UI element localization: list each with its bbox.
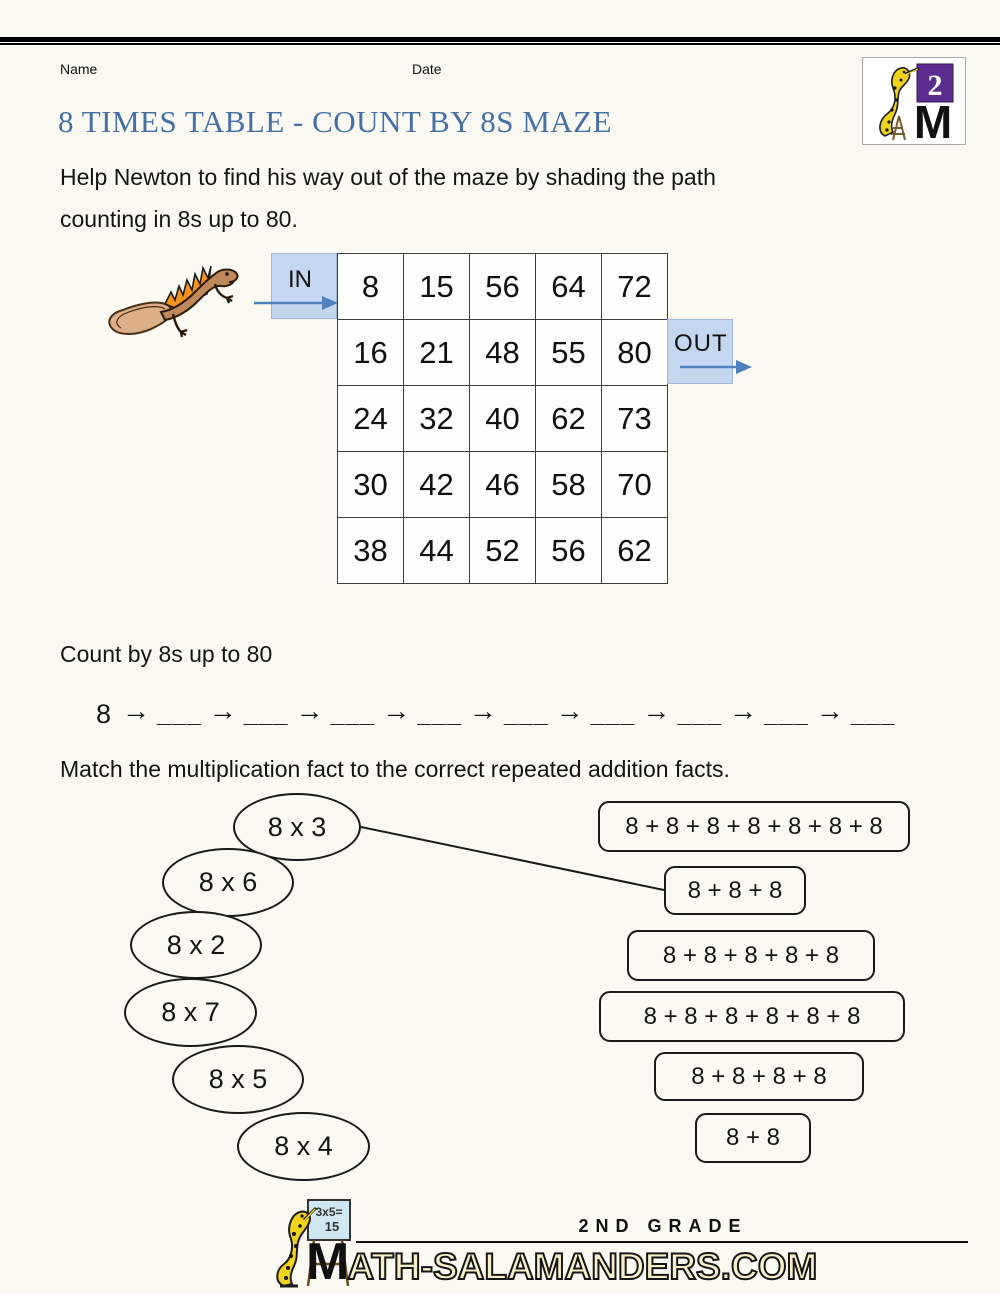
sequence-start: 8	[96, 698, 112, 729]
maze-cell[interactable]: 64	[536, 254, 602, 320]
footer-logo	[268, 1194, 980, 1294]
addition-box-4-eights[interactable]: 8 + 8 + 8 + 8	[654, 1052, 864, 1101]
addition-box-7-eights[interactable]: 8 + 8 + 8 + 8 + 8 + 8 + 8	[598, 801, 910, 852]
maze-cell[interactable]: 73	[602, 386, 668, 452]
sequence-blank[interactable]: ___	[243, 699, 289, 728]
multiplication-oval-8x4[interactable]: 8 x 4	[237, 1112, 370, 1181]
logo-salamander-icon	[880, 68, 910, 136]
multiplication-oval-8x3[interactable]: 8 x 3	[233, 793, 361, 861]
maze-cell[interactable]: 38	[338, 518, 404, 584]
maze-cell[interactable]: 80	[602, 320, 668, 386]
footer-site-name	[306, 1232, 817, 1292]
match-section-heading: Match the multiplication fact to the correct repeated addition facts.	[60, 756, 730, 782]
maze-cell[interactable]: 44	[404, 518, 470, 584]
arrow-icon: →	[815, 695, 844, 726]
sequence-blank[interactable]: ___	[590, 699, 636, 728]
mascot-sign-line2: 15	[324, 1219, 340, 1234]
maze-cell[interactable]: 70	[602, 452, 668, 518]
maze-cell[interactable]: 48	[470, 320, 536, 386]
count-sequence	[96, 692, 986, 736]
arrow-icon: →	[208, 695, 237, 726]
multiplication-oval-8x5[interactable]: 8 x 5	[172, 1045, 304, 1114]
count-section-heading: Count by 8s up to 80	[60, 641, 273, 667]
maze-cell[interactable]: 16	[338, 320, 404, 386]
sequence-blank[interactable]: ___	[677, 699, 723, 728]
arrow-icon: →	[382, 695, 411, 726]
maze-cell[interactable]: 30	[338, 452, 404, 518]
mascot-sign-line1: 3x5=	[315, 1205, 343, 1219]
maze-grid	[337, 253, 668, 584]
out-arrow-icon	[680, 358, 754, 376]
footer-site-initial: M	[306, 1233, 348, 1291]
page-title: 8 TIMES TABLE - COUNT BY 8S MAZE	[58, 104, 613, 139]
instructions	[60, 156, 716, 240]
arrow-icon: →	[555, 695, 584, 726]
maze-cell[interactable]: 55	[536, 320, 602, 386]
maze-cell[interactable]: 24	[338, 386, 404, 452]
maze-cell[interactable]: 42	[404, 452, 470, 518]
maze-cell[interactable]: 56	[470, 254, 536, 320]
arrow-icon: →	[729, 695, 758, 726]
maze-cell[interactable]: 15	[404, 254, 470, 320]
arrow-icon: →	[642, 695, 671, 726]
footer-grade-text: 2ND GRADE	[578, 1216, 748, 1236]
arrow-icon: →	[122, 695, 151, 726]
footer-site-rest: ATH-SALAMANDERS.COM	[347, 1246, 818, 1287]
addition-box-5-eights[interactable]: 8 + 8 + 8 + 8 + 8	[627, 930, 875, 981]
addition-box-6-eights[interactable]: 8 + 8 + 8 + 8 + 8 + 8	[599, 991, 905, 1042]
instructions-line2: counting in 8s up to 80.	[60, 206, 298, 232]
sequence-blank[interactable]: ___	[330, 699, 376, 728]
newt-illustration	[103, 250, 241, 350]
multiplication-oval-8x7[interactable]: 8 x 7	[124, 978, 257, 1047]
maze-cell[interactable]: 32	[404, 386, 470, 452]
addition-box-2-eights[interactable]: 8 + 8	[695, 1113, 811, 1163]
sequence-blank[interactable]: ___	[850, 699, 896, 728]
arrow-icon: →	[468, 695, 497, 726]
sequence-blank[interactable]: ___	[157, 699, 202, 728]
maze-cell[interactable]: 72	[602, 254, 668, 320]
maze-cell[interactable]: 40	[470, 386, 536, 452]
addition-box-3-eights[interactable]: 8 + 8 + 8	[664, 866, 806, 915]
top-rule	[0, 37, 1000, 45]
maze-cell[interactable]: 58	[536, 452, 602, 518]
maze-cell[interactable]: 8	[338, 254, 404, 320]
math-salamanders-corner-logo	[862, 57, 966, 145]
maze-cell[interactable]: 21	[404, 320, 470, 386]
multiplication-oval-8x2[interactable]: 8 x 2	[130, 911, 262, 979]
sequence-blank[interactable]: ___	[417, 699, 462, 728]
maze-cell[interactable]: 62	[536, 386, 602, 452]
sequence-blank[interactable]: ___	[503, 699, 549, 728]
arrow-icon: →	[295, 695, 324, 726]
maze-cell[interactable]: 56	[536, 518, 602, 584]
logo-letter-m: M	[913, 96, 953, 144]
corner-logo-graphic	[863, 58, 965, 144]
name-field-label: Name	[60, 61, 98, 77]
maze-cell[interactable]: 46	[470, 452, 536, 518]
logo-grade-number: 2	[927, 69, 943, 102]
maze-cell[interactable]: 62	[602, 518, 668, 584]
sequence-blank[interactable]: ___	[764, 699, 809, 728]
date-field-label: Date	[412, 61, 442, 77]
in-label: IN	[288, 266, 312, 293]
maze-cell[interactable]: 52	[470, 518, 536, 584]
out-label: OUT	[674, 330, 728, 357]
instructions-line1: Help Newton to find his way out of the maze by shading the path	[60, 164, 716, 190]
match-section	[0, 788, 1000, 1198]
multiplication-oval-8x6[interactable]: 8 x 6	[162, 848, 294, 917]
in-arrow-icon	[254, 294, 340, 312]
